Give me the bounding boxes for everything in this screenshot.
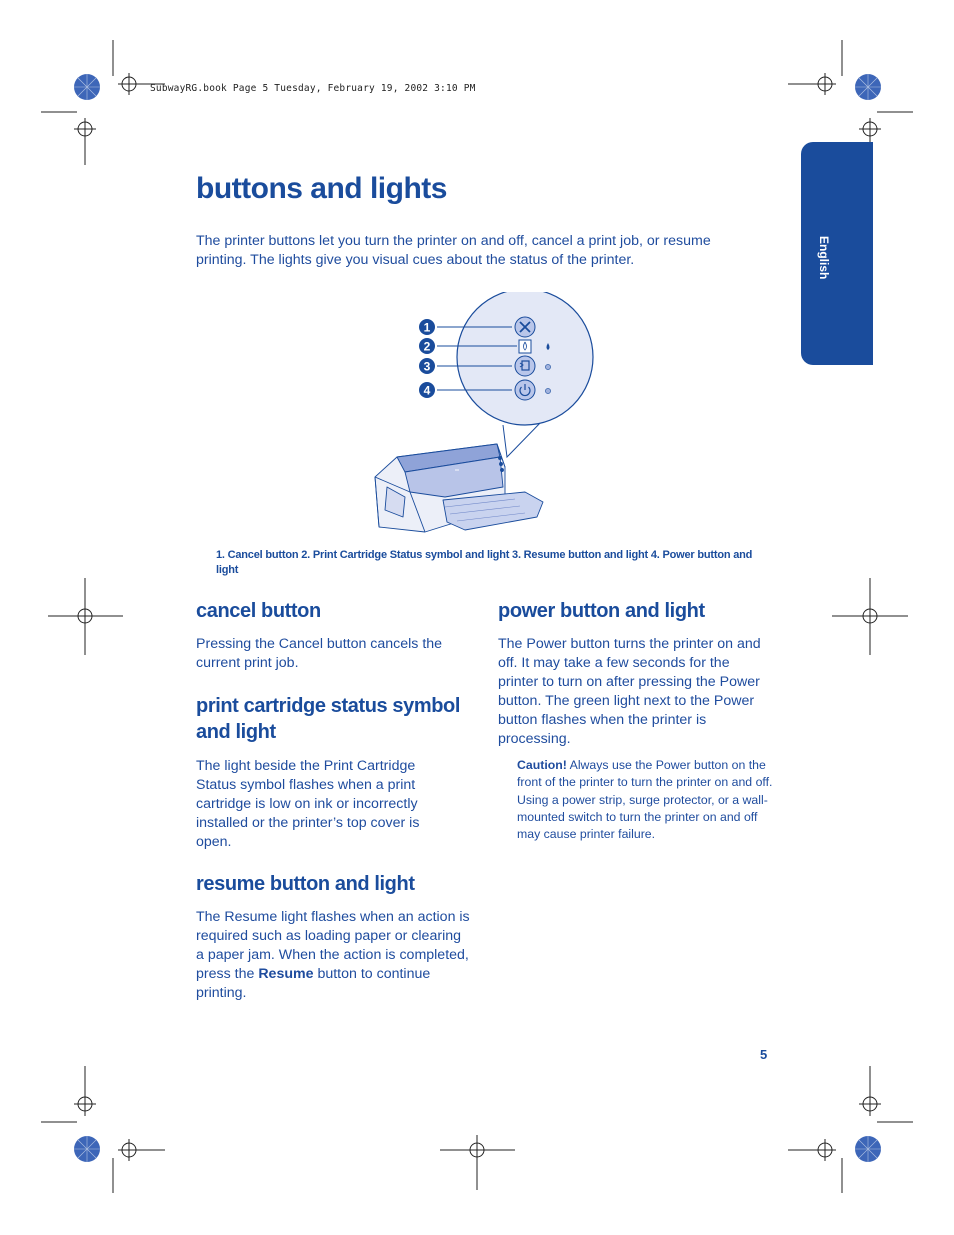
resume-icon — [515, 356, 535, 376]
printer-illustration — [375, 444, 543, 532]
caution-label: Caution! — [517, 758, 567, 772]
language-tab-label: English — [817, 236, 831, 280]
callout-3 — [419, 358, 435, 374]
resume-bold-label: Resume — [258, 966, 314, 982]
language-tab — [801, 142, 873, 365]
cartridge-status-text: The light beside the Print Cartridge Status symbol flashes when a print cartridge is low on ink or incorrectly installed or the printer’s top cover is open. — [196, 758, 420, 850]
intro-paragraph: The printer buttons let you turn the printer on and off, cancel a print job, or resume printing. The lights give you visual cues about the status of the printer. — [196, 233, 711, 268]
power-icon — [515, 380, 535, 400]
page-number: 5 — [760, 1047, 768, 1062]
callout-4 — [419, 382, 435, 398]
resume-button-heading: resume button and light — [196, 873, 415, 895]
caution-text: Always use the Power button on the front of the printer to turn the printer on and off. Using a power strip, surge protector, or a wall-mounted switch to turn the printer on and off may cause printer failure. — [517, 758, 773, 842]
cartridge-status-heading: print cartridge status symbol and light — [196, 695, 461, 743]
printer-figure — [365, 292, 605, 542]
page-title: buttons and lights — [196, 172, 447, 205]
book-meta: SubwayRG.book Page 5 Tuesday, February 19, 2002 3:10 PM — [150, 83, 476, 94]
cancel-button-text: Pressing the Cancel button cancels the current print job. — [196, 636, 443, 671]
power-light-icon — [545, 388, 550, 393]
svg-text:3: 3 — [423, 359, 431, 374]
svg-text:4: 4 — [423, 383, 431, 398]
resume-button-text: The Resume light flashes when an action is required such as loading paper or clearing a paper jam. When the action is completed, press the Resume button to continue printing. — [196, 909, 470, 1001]
svg-text:1: 1 — [423, 320, 431, 335]
power-button-text: The Power button turns the printer on and off. It may take a few seconds for the printer to turn on after pressing the Power button. The green light next to the Power button flashes when the printer is processing. — [498, 636, 761, 747]
cartridge-status-icon — [519, 340, 531, 353]
svg-text:2: 2 — [423, 339, 431, 354]
caution-note — [517, 757, 775, 843]
cancel-x-icon — [515, 317, 535, 337]
callout-2 — [419, 338, 435, 354]
callout-1 — [419, 319, 435, 335]
cancel-button-heading: cancel button — [196, 600, 321, 622]
figure-caption: 1. Cancel button 2. Print Cartridge Status symbol and light 3. Resume button and light 4. Power button and light — [216, 549, 753, 576]
resume-light-icon — [545, 364, 550, 369]
power-button-heading: power button and light — [498, 600, 705, 622]
